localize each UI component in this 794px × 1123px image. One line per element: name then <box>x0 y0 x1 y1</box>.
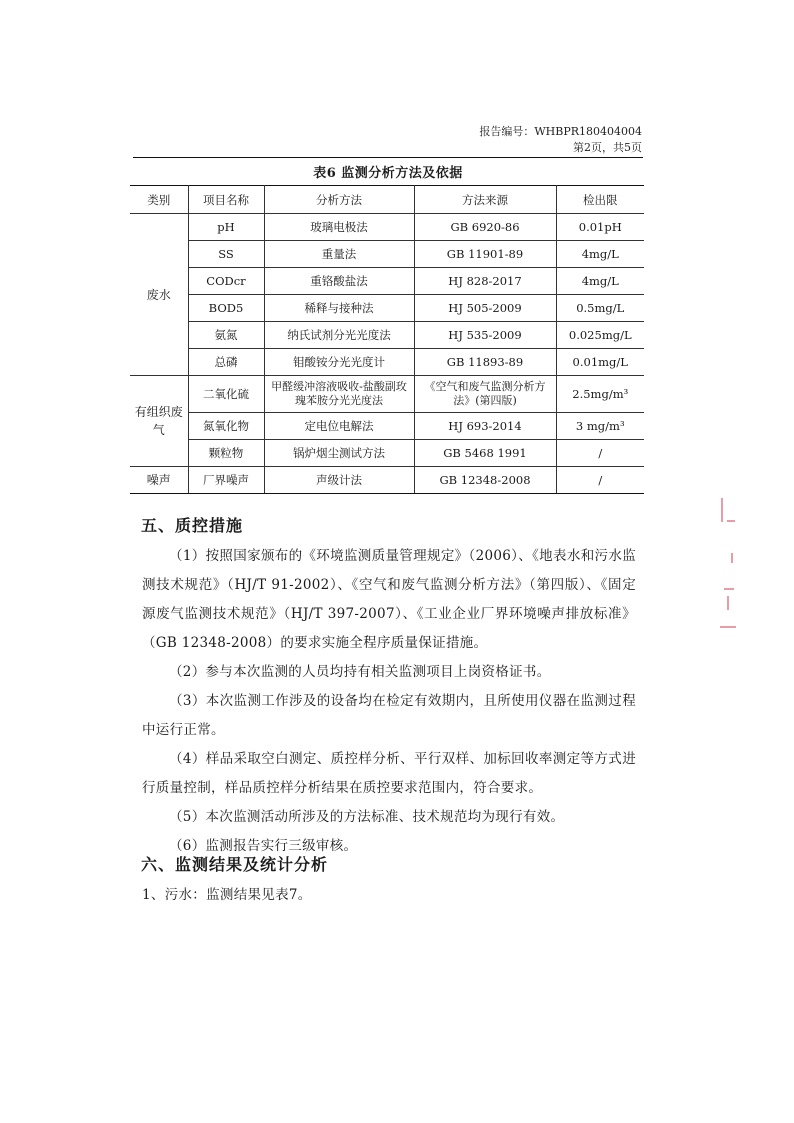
limit-cell: 3 mg/m³ <box>556 413 644 440</box>
method-cell: 重量法 <box>264 241 414 268</box>
category-noise: 噪声 <box>130 467 188 494</box>
limit-cell: 4mg/L <box>556 241 644 268</box>
limit-cell: / <box>556 440 644 467</box>
col-header-limit: 检出限 <box>556 186 644 214</box>
qc-paragraph-4: （4）样品采取空白测定、质控样分析、平行双样、加标回收率测定等方式进行质量控制，样品质控样分析结果在质控要求范围内，符合要求。 <box>142 751 636 796</box>
table-row <box>130 349 644 376</box>
qc-paragraph-3: （3）本次监测工作涉及的设备均在检定有效期内，且所使用仪器在监测过程中运行正常。 <box>142 693 636 738</box>
item-cell: 氨氮 <box>188 322 264 349</box>
method-cell: 纳氏试剂分光光度法 <box>264 322 414 349</box>
report-header <box>479 124 642 156</box>
table-row <box>130 440 644 467</box>
item-cell: BOD5 <box>188 295 264 322</box>
qc-paragraph-5: （5）本次监测活动所涉及的方法标准、技术规范均为现行有效。 <box>169 809 565 825</box>
col-header-method: 分析方法 <box>264 186 414 214</box>
method-cell: 锅炉烟尘测试方法 <box>264 440 414 467</box>
page-info: 第2页，共5页 <box>573 141 642 154</box>
item-cell: 厂界噪声 <box>188 467 264 494</box>
limit-cell: 0.01mg/L <box>556 349 644 376</box>
item-cell: pH <box>188 214 264 241</box>
method-cell: 钼酸铵分光光度计 <box>264 349 414 376</box>
table-header-row <box>130 186 644 214</box>
seal-edge-mark <box>720 626 736 628</box>
header-rule <box>133 157 643 158</box>
source-cell: GB 12348-2008 <box>414 467 556 494</box>
table-row <box>130 241 644 268</box>
methods-table <box>130 185 644 494</box>
item-cell: SS <box>188 241 264 268</box>
method-cell: 重铬酸盐法 <box>264 268 414 295</box>
method-cell: 稀释与接种法 <box>264 295 414 322</box>
limit-cell: 0.025mg/L <box>556 322 644 349</box>
limit-cell: 4mg/L <box>556 268 644 295</box>
seal-edge-mark <box>721 498 723 522</box>
item-cell: 总磷 <box>188 349 264 376</box>
table-row <box>130 413 644 440</box>
table-row <box>130 467 644 494</box>
source-cell: HJ 505-2009 <box>414 295 556 322</box>
method-cell: 甲醛缓冲溶液吸收-盐酸副玫瑰苯胺分光光度法 <box>264 376 414 413</box>
item-cell: CODcr <box>188 268 264 295</box>
method-cell: 定电位电解法 <box>264 413 414 440</box>
item-cell: 颗粒物 <box>188 440 264 467</box>
table-title: 表6 监测分析方法及依据 <box>313 166 463 181</box>
qc-paragraph-1: （1）按照国家颁布的《环境监测质量管理规定》（2006）、《地表水和污水监测技术规范》（HJ/T 91-2002）、《空气和废气监测分析方法》（第四版）、《固定源废气监测技术规范》（HJ/T 397-2007）、《工业企业厂界环境噪声排放标准》（GB 12348-2008）的要求实施全程序质量保证措施。 <box>142 548 636 651</box>
source-cell: GB 5468 1991 <box>414 440 556 467</box>
section6-line1: 1、污水：监测结果见表7。 <box>142 887 312 903</box>
limit-cell: 2.5mg/m³ <box>556 376 644 413</box>
seal-edge-mark <box>727 596 729 610</box>
report-number: 报告编号：WHBPR180404004 <box>479 125 642 138</box>
source-cell: GB 11901-89 <box>414 241 556 268</box>
method-cell: 玻璃电极法 <box>264 214 414 241</box>
method-cell: 声级计法 <box>264 467 414 494</box>
table-row <box>130 214 644 241</box>
category-wastewater: 废水 <box>130 214 188 376</box>
category-exhaust-gas: 有组织废气 <box>130 376 188 467</box>
source-cell: 《空气和废气监测分析方法》(第四版) <box>414 376 556 413</box>
qc-paragraph-2: （2）参与本次监测的人员均持有相关监测项目上岗资格证书。 <box>169 664 551 680</box>
seal-edge-mark <box>731 553 733 563</box>
seal-edge-mark <box>724 588 734 590</box>
table-row <box>130 322 644 349</box>
limit-cell: / <box>556 467 644 494</box>
limit-cell: 0.01pH <box>556 214 644 241</box>
col-header-category: 类别 <box>130 186 188 214</box>
col-header-source: 方法来源 <box>414 186 556 214</box>
source-cell: GB 11893-89 <box>414 349 556 376</box>
seal-edge-mark <box>727 520 735 522</box>
table-row <box>130 295 644 322</box>
item-cell: 二氧化硫 <box>188 376 264 413</box>
source-cell: HJ 828-2017 <box>414 268 556 295</box>
limit-cell: 0.5mg/L <box>556 295 644 322</box>
col-header-item: 项目名称 <box>188 186 264 214</box>
source-cell: HJ 693-2014 <box>414 413 556 440</box>
table-row <box>130 376 644 413</box>
source-cell: HJ 535-2009 <box>414 322 556 349</box>
item-cell: 氮氧化物 <box>188 413 264 440</box>
qc-paragraph-6: （6）监测报告实行三级审核。 <box>169 838 358 854</box>
source-cell: GB 6920-86 <box>414 214 556 241</box>
section6-heading: 六、监测结果及统计分析 <box>141 855 329 874</box>
table-row <box>130 268 644 295</box>
section5-heading: 五、质控措施 <box>141 516 244 535</box>
